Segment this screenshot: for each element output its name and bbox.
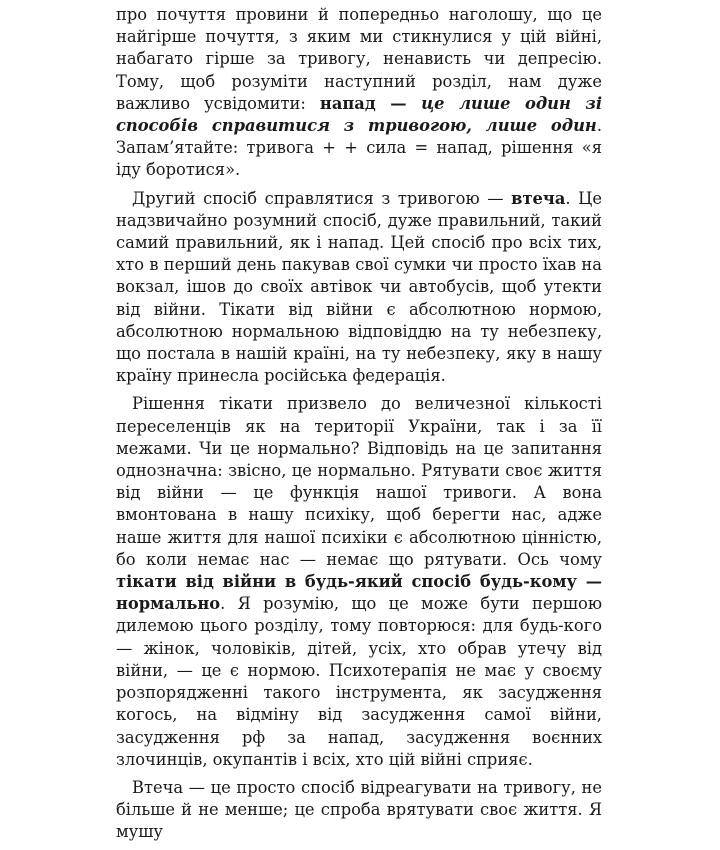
- bold-text-span: напад —: [319, 93, 422, 113]
- paragraph-4: [116, 777, 602, 844]
- text-span: про почуття провини й попередньо наголошу, що це найгірше почуття, з яким ми стикнулися у цій війні, набагато гірше за тривогу, ненависть чи депресію. Тому, щоб розуміти наступний розділ, нам дуже важливо усвідомити:: [116, 5, 602, 113]
- paragraph-1: [116, 4, 602, 182]
- text-span: Другий спосіб справлятися з тривогою —: [132, 188, 512, 208]
- bold-text-span: втеча: [511, 188, 566, 208]
- paragraph-3: [116, 393, 602, 770]
- text-span: Рішення тікати призвело до величезної кількості переселенців як на території України, так і за її межами. Чи це нормально? Відповідь на це запитання однозначна: звісно, це нормально. Рятувати своє життя від війни — це функція нашої тривоги. А вона вмонтована в нашу психіку, щоб берегти нас, адже наше життя для нашої психіки є абсолютною цінністю, бо коли немає нас — немає що рятувати. Ось чому: [116, 394, 602, 569]
- book-page: [116, 4, 602, 850]
- paragraph-2: [116, 188, 602, 388]
- text-span: . Це надзвичайно розумний спосіб, дуже правильний, такий самий правильний, як і напад. Цей спосіб про всіх тих, хто в перший день пакував свої сумки чи просто їхав на вокзал, ішов до своїх автівок чи автобусів, щоб утекти від війни. Тікати від війни є абсолютною нормою, абсолютною нормальною відповіддю на ту небезпеку, що постала в нашій країні, на ту небезпеку, яку в нашу країну принесла російська федерація.: [116, 188, 603, 386]
- bold-italic-text-span: це лише один зі способів справитися з тривогою, лише один: [116, 93, 603, 136]
- text-span: Втеча — це просто спосіб відреагувати на тривогу, не більше й не менше; це спроба врятувати своє життя. Я мушу: [116, 777, 602, 842]
- text-span: . Запам’ятайте: тривога + + сила = напад, рішення «я іду боротися».: [116, 116, 602, 180]
- bold-text-span: тікати від війни в будь-який спосіб будь-кому — нормально: [116, 572, 602, 614]
- text-span: . Я розумію, що це може бути першою дилемою цього розділу, тому повторюся: для будь-кого — жінок, чоловіків, дітей, усіх, хто обрав утечу від війни, — це є нормою. Психотерапія не має у своєму розпорядженні такого інструмента, як засудження когось, на відміну від засудження самої війни, засудження рф за напад, засудження воєнних злочинців, окупантів і всіх, хто цій війні сприяє.: [116, 594, 602, 769]
